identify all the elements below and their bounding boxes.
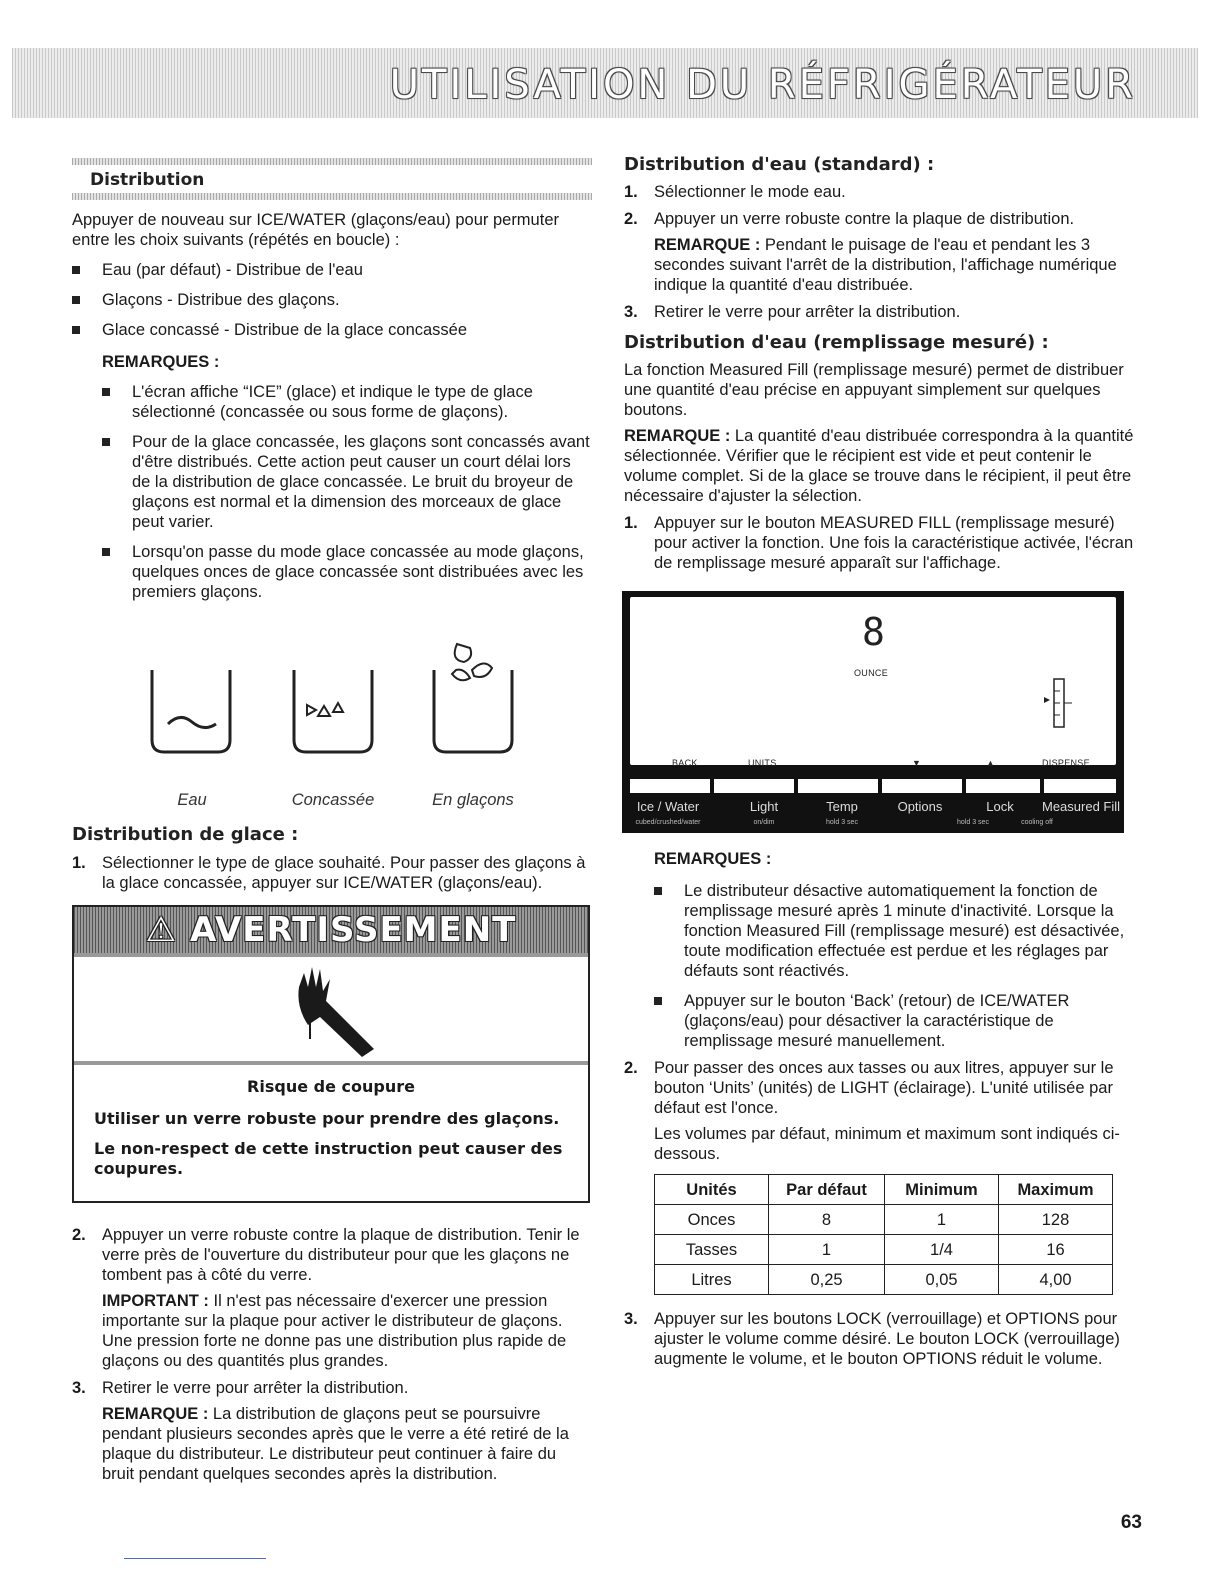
section-header <box>72 158 592 200</box>
page-number: 63 <box>1120 1512 1142 1533</box>
volume-digit: 8 <box>862 610 885 654</box>
fill-level-icon <box>1042 677 1076 731</box>
water-glass-icon <box>152 670 230 752</box>
table-row: Litres 0,25 0,05 4,00 <box>655 1265 1113 1295</box>
warning-triangle-icon: ⚠ <box>145 910 178 950</box>
water-wave-icon <box>168 717 216 727</box>
warning-image <box>74 953 588 1065</box>
soft-key-units[interactable]: UNITS <box>748 758 777 768</box>
control-panel <box>622 591 1124 833</box>
table-row: Tasses 1 1/4 16 <box>655 1235 1113 1265</box>
std-note: REMARQUE : Pendant le puisage de l'eau et pendant les 3 secondes suivant l'arrêt de la distribution, l'affichage numérique indique la quantité d'eau distribuée. <box>654 236 1117 294</box>
table-header: Par défaut <box>769 1175 885 1205</box>
crushed-ice-icon <box>307 705 316 715</box>
table-header: Unités <box>655 1175 769 1205</box>
step-item: 1. Appuyer sur le bouton MEASURED FILL (remplissage mesuré) pour activer la fonction. Une fois la caractéristique activée, l'écran de remplissage mesuré apparaît sur l'affichage. <box>624 514 1134 572</box>
warning-text <box>74 1065 588 1201</box>
remarks-label: REMARQUES : <box>102 353 220 371</box>
caption-crushed: Concassée <box>291 791 375 809</box>
list-item: Glace concassé - Distribue de la glace concassée <box>72 320 592 340</box>
warning-title: AVERTISSEMENT <box>189 910 517 950</box>
soft-key-back[interactable]: BACK <box>672 758 698 768</box>
list-item: Pour de la glace concassée, les glaçons sont concassés avant d'être distribués. Cette action peut causer un court délai lors de la distribution de glace concassée. Le bruit du broyeur de glaçons est normal et la dimension des morceaux de glace peut varier. <box>72 432 592 532</box>
list-item: Glaçons - Distribue des glaçons. <box>72 290 592 310</box>
mf-note: REMARQUE : La quantité d'eau distribuée correspondra à la quantité sélectionnée. Vérifier que le récipient est vide et peut contenir le volume complet. Si de la glace se trouve dans le récipient, il peut être nécessaire d'ajuster la sélection. <box>624 427 1134 505</box>
step-item: 3. Retirer le verre pour arrêter la distribution. <box>624 303 961 321</box>
lock-button[interactable]: Lock <box>986 799 1014 814</box>
step-item: 1. Sélectionner le mode eau. <box>624 183 846 201</box>
lock-sub: hold 3 sec <box>957 819 989 826</box>
soft-key-dispense[interactable]: DISPENSE <box>1042 758 1090 768</box>
step-item: 3. Retirer le verre pour arrêter la distribution. <box>72 1379 409 1397</box>
cooling-off-label: cooling off <box>1021 819 1053 826</box>
step-item: 3. Appuyer sur les boutons LOCK (verrouillage) et OPTIONS pour ajuster le volume comme désiré. Le bouton LOCK (verrouillage) augmente le volume, et le bouton OPTIONS réduit le volume. <box>624 1310 1120 1368</box>
display-screen <box>630 597 1116 768</box>
warning-hazard: Risque de coupure <box>247 1077 415 1096</box>
list-item: Le distributeur désactive automatiquement la fonction de remplissage mesuré après 1 minute d'inactivité. Lorsque la fonction Measured Fill (remplissage mesuré) est désactivée, toute modification effectuée est perdue et les réglages par défauts sont réactivés. <box>624 881 1144 981</box>
important-note: IMPORTANT : Il n'est pas nécessaire d'exercer une pression importante sur la plaque pour activer le distributeur de glaçons. Une pression forte ne donne pas une distribution plus rapide de glaçons ou des quantités plus grandes. <box>102 1292 567 1370</box>
step-item: 2. Appuyer un verre robuste contre la plaque de distribution. Tenir le verre près de l'ouverture du distributeur pour que les glaçons ne tombent pas à côté du verre. <box>72 1226 580 1284</box>
volume-table <box>654 1174 1113 1295</box>
mf-intro: La fonction Measured Fill (remplissage mesuré) permet de distribuer une quantité d'eau précise en appuyant simplement sur quelques boutons. <box>624 361 1124 419</box>
cubes-glass-icon <box>434 670 512 752</box>
step-item: 2. Appuyer un verre robuste contre la plaque de distribution. <box>624 210 1075 228</box>
remarks-label: REMARQUES : <box>654 850 772 868</box>
temp-sub: hold 3 sec <box>826 819 858 826</box>
soft-key-up[interactable]: ▲ <box>986 758 996 768</box>
warning-header <box>74 907 588 953</box>
list-item: Eau (par défaut) - Distribue de l'eau <box>72 260 592 280</box>
step-item: 1. Sélectionner le type de glace souhaité. Pour passer des glaçons à la glace concassée, appuyer sur ICE/WATER (glaçons/eau). <box>72 854 586 892</box>
caption-cubes: En glaçons <box>432 791 514 809</box>
ice-water-sub: cubed/crushed/water <box>635 819 701 826</box>
caption-water: Eau <box>177 791 207 809</box>
page-title: UTILISATION DU RÉFRIGÉRATEUR <box>389 62 1136 108</box>
warning-box <box>72 905 590 1203</box>
warning-line: Utiliser un verre robuste pour prendre des glaçons. <box>94 1109 560 1128</box>
dispense-mode-illustration <box>72 612 592 820</box>
std-heading: Distribution d'eau (standard) : <box>624 154 935 175</box>
step-item: 2. Pour passer des onces aux tasses ou aux litres, appuyer sur le bouton ‘Units’ (unités) de LIGHT (éclairage). L'unité utilisée par défaut est l'once. <box>624 1059 1114 1117</box>
ice-note: REMARQUE : La distribution de glaçons peut se poursuivre pendant plusieurs secondes après que le verre a été retiré de la plaque du distributeur. Le distributeur peut continuer à faire du bruit pendant quelques secondes après la distribution. <box>102 1405 569 1483</box>
soft-key-down[interactable]: ▼ <box>912 758 922 768</box>
left-column <box>72 158 592 1484</box>
right-column <box>624 154 1144 1369</box>
warning-line: Le non-respect de cette instruction peut causer des coupures. <box>94 1139 563 1178</box>
light-button[interactable]: Light <box>749 799 779 814</box>
mf-heading: Distribution d'eau (remplissage mesuré) : <box>624 332 1049 353</box>
table-header: Maximum <box>999 1175 1113 1205</box>
page-banner <box>12 48 1198 118</box>
light-sub: on/dim <box>753 819 775 826</box>
ice-cube-icon <box>455 644 471 662</box>
table-row: Onces 8 1 128 <box>655 1205 1113 1235</box>
mf-step2b: Les volumes par défaut, minimum et maximum sont indiqués ci-dessous. <box>654 1125 1120 1163</box>
button-row <box>622 769 1124 833</box>
list-item: Lorsqu'on passe du mode glace concassée au mode glaçons, quelques onces de glace concassée sont distribuées avec les premiers glaçons. <box>72 542 592 602</box>
ice-water-button[interactable]: Ice / Water <box>636 799 700 814</box>
list-item: L'écran affiche “ICE” (glace) et indique le type de glace sélectionné (concassée ou sous forme de glaçons). <box>72 382 592 422</box>
measured-fill-button[interactable]: Measured Fill <box>1041 799 1121 814</box>
unit-label: OUNCE <box>854 668 889 678</box>
temp-button[interactable]: Temp <box>826 799 858 814</box>
intro-text: Appuyer de nouveau sur ICE/WATER (glaçons/eau) pour permuter entre les choix suivants (répétés en boucle) : <box>72 211 559 249</box>
options-button[interactable]: Options <box>897 799 943 814</box>
footer-line <box>124 1558 266 1559</box>
list-item: Appuyer sur le bouton ‘Back’ (retour) de ICE/WATER (glaçons/eau) pour désactiver la caractéristique de remplissage mesuré manuellement. <box>624 991 1144 1051</box>
ice-heading: Distribution de glace : <box>72 824 299 845</box>
table-header: Minimum <box>885 1175 999 1205</box>
glass-icons <box>72 612 592 792</box>
section-title: Distribution <box>90 170 205 190</box>
cut-hand-icon <box>74 957 588 1061</box>
